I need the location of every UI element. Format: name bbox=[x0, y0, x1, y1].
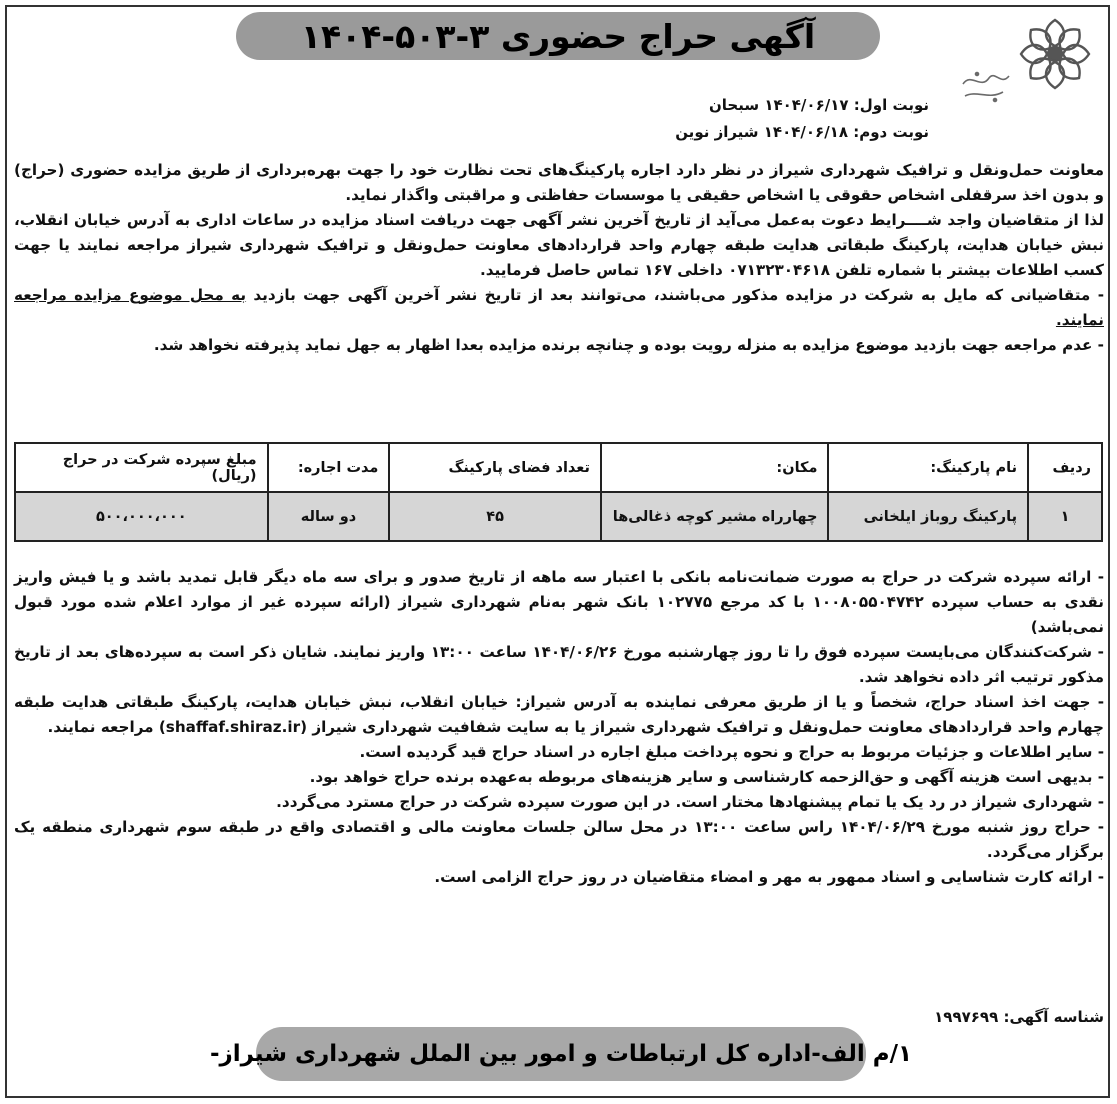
term-item: - بدیهی است هزینه آگهی و حق‌الزحمه کارشناسی و سایر هزینه‌های مربوطه به‌عهده برنده حراج خواهد بود. bbox=[309, 768, 1104, 786]
shiraz-flower-logo-icon bbox=[955, 14, 1105, 109]
intro-paragraph-4: - عدم مراجعه جهت بازدید موضوع مزایده به منزله رویت بوده و چنانچه برنده مزایده بعدا اظهار به جهل نماید پذیرفته نخواهد شد. bbox=[153, 336, 1104, 354]
term-item: - سایر اطلاعات و جزئیات مربوط به حراج و نحوه پرداخت مبلغ اجاره در اسناد حراج قید گردیده است. bbox=[359, 743, 1104, 761]
header-parking-name: نام پارکینگ: bbox=[828, 443, 1028, 492]
first-issue: نوبت اول: ۱۴۰۴/۰۶/۱۷ سبحان bbox=[708, 96, 929, 114]
header-deposit: مبلغ سپرده شرکت در حراج (ریال) bbox=[15, 443, 268, 492]
terms-section bbox=[14, 565, 1104, 890]
visit-text: - متقاضیانی که مایل به شرکت در مزایده مذکور می‌باشند، می‌توانند بعد از تاریخ نشر آخرین آگهی جهت بازدید bbox=[246, 286, 1105, 304]
cell-location: چهارراه مشیر کوچه ذغالی‌ها bbox=[601, 492, 829, 541]
term-item: - شرکت‌کنندگان می‌بایست سپرده فوق را تا روز چهارشنبه مورخ ۱۴۰۴/۰۶/۲۶ ساعت ۱۳:۰۰ واریز نمایند. شایان ذکر است به سپرده‌های بعد از تاریخ مذکور ترتیب اثر داده نخواهد شد. bbox=[14, 643, 1104, 686]
intro-paragraph-2: لذا از متقاضیان واجد شــــرایط دعوت به‌عمل می‌آید از تاریخ آخرین نشر آگهی جهت دریافت اسناد مزایده در ساعات اداری به آدرس خیابان انقلاب، نبش خیابان هدایت، پارکینگ طبقاتی هدایت طبقه چهارم واحد قراردادهای معاونت حمل‌ونقل و ترافیک شهرداری شیراز مراجعه نمایند یا جهت کسب اطلاعات بیشتر با شماره تلفن ۰۷۱۳۲۳۰۴۶۱۸ داخلی ۱۶۷ تماس حاصل فرمایید. bbox=[14, 211, 1104, 279]
term-item: - شهرداری شیراز در رد یک یا تمام پیشنهادها مختار است. در این صورت سپرده شرکت در حراج مسترد می‌گردد. bbox=[276, 793, 1104, 811]
table-header-row bbox=[15, 443, 1102, 492]
term-item: - ارائه کارت شناسایی و اسناد ممهور به مهر و امضاء متقاضیان در روز حراج الزامی است. bbox=[434, 868, 1104, 886]
term-item: - حراج روز شنبه مورخ ۱۴۰۴/۰۶/۲۹ راس ساعت ۱۳:۰۰ در محل سالن جلسات معاونت مالی و اقتصادی واقع در طبقه سوم شهرداری منطقه یک برگزار می‌گردد. bbox=[14, 818, 1105, 861]
cell-row-number: ۱ bbox=[1028, 492, 1102, 541]
notice-title: آگهی حراج حضوری ۳-۵۰۳-۱۴۰۴ bbox=[300, 16, 816, 56]
cell-capacity: ۴۵ bbox=[389, 492, 601, 541]
ad-identifier: شناسه آگهی: ۱۹۹۷۶۹۹ bbox=[934, 1008, 1104, 1026]
header-banner bbox=[236, 12, 880, 60]
header-lease-term: مدت اجاره: bbox=[268, 443, 390, 492]
visit-site-underlined: به محل موضوع مزایده مراجعه نمایند. bbox=[14, 286, 1104, 329]
header-location: مکان: bbox=[601, 443, 829, 492]
footer-office-text: ۱/م الف-اداره کل ارتباطات و امور بین الملل شهرداری شیراز- bbox=[209, 1041, 913, 1067]
header-capacity: تعداد فضای پارکینگ bbox=[389, 443, 601, 492]
issue-dates bbox=[529, 92, 929, 146]
cell-lease-term: دو ساله bbox=[268, 492, 390, 541]
intro-section bbox=[14, 158, 1104, 358]
cell-parking-name: پارکینگ روباز ایلخانی bbox=[828, 492, 1028, 541]
table-row bbox=[15, 492, 1102, 541]
term-item: - جهت اخذ اسناد حراج، شخصاً و یا از طریق معرفی نماینده به آدرس شیراز: خیابان انقلاب، نبش خیابان هدایت، پارکینگ طبقاتی هدایت طبقه چهارم واحد قراردادهای معاونت حمل‌ونقل و ترافیک شهرداری شیراز یا به سایت شفافیت شهرداری شیراز (shaffaf.shiraz.ir) مراجعه نمایند. bbox=[14, 693, 1104, 736]
municipality-logo bbox=[955, 14, 1105, 109]
intro-paragraph-1: معاونت حمل‌ونقل و ترافیک شهرداری شیراز در نظر دارد اجاره پارکینگ‌های تحت نظارت خود را جهت بهره‌برداری از طریق مزایده حضوری (حراج) و بدون اخذ سرقفلی اشخاص حقوقی یا اشخاص حقیقی یا موسسات حفاظتی و مراقبتی واگذار نماید. bbox=[14, 161, 1104, 204]
intro-paragraph-3 bbox=[14, 283, 1104, 333]
auction-table bbox=[14, 442, 1103, 542]
second-issue: نوبت دوم: ۱۴۰۴/۰۶/۱۸ شیراز نوین bbox=[675, 123, 929, 141]
term-item: - ارائه سپرده شرکت در حراج به صورت ضمانت‌نامه بانکی با اعتبار سه ماهه از تاریخ صدور و برای سه ماه دیگر قابل تمدید باشد و یا فیش واریز نقدی به حساب سپرده ۱۰۰۸۰۵۵۰۴۷۴۲ با کد مرجع ۱۰۲۷۷۵ بانک شهر به‌نام شهرداری شیراز (ارائه سپرده غیر از موارد اعلام شده مورد قبول نمی‌باشد) bbox=[14, 568, 1104, 636]
cell-deposit: ۵۰۰،۰۰۰،۰۰۰ bbox=[15, 492, 268, 541]
footer-banner bbox=[209, 1027, 913, 1081]
header-row-number: ردیف bbox=[1028, 443, 1102, 492]
